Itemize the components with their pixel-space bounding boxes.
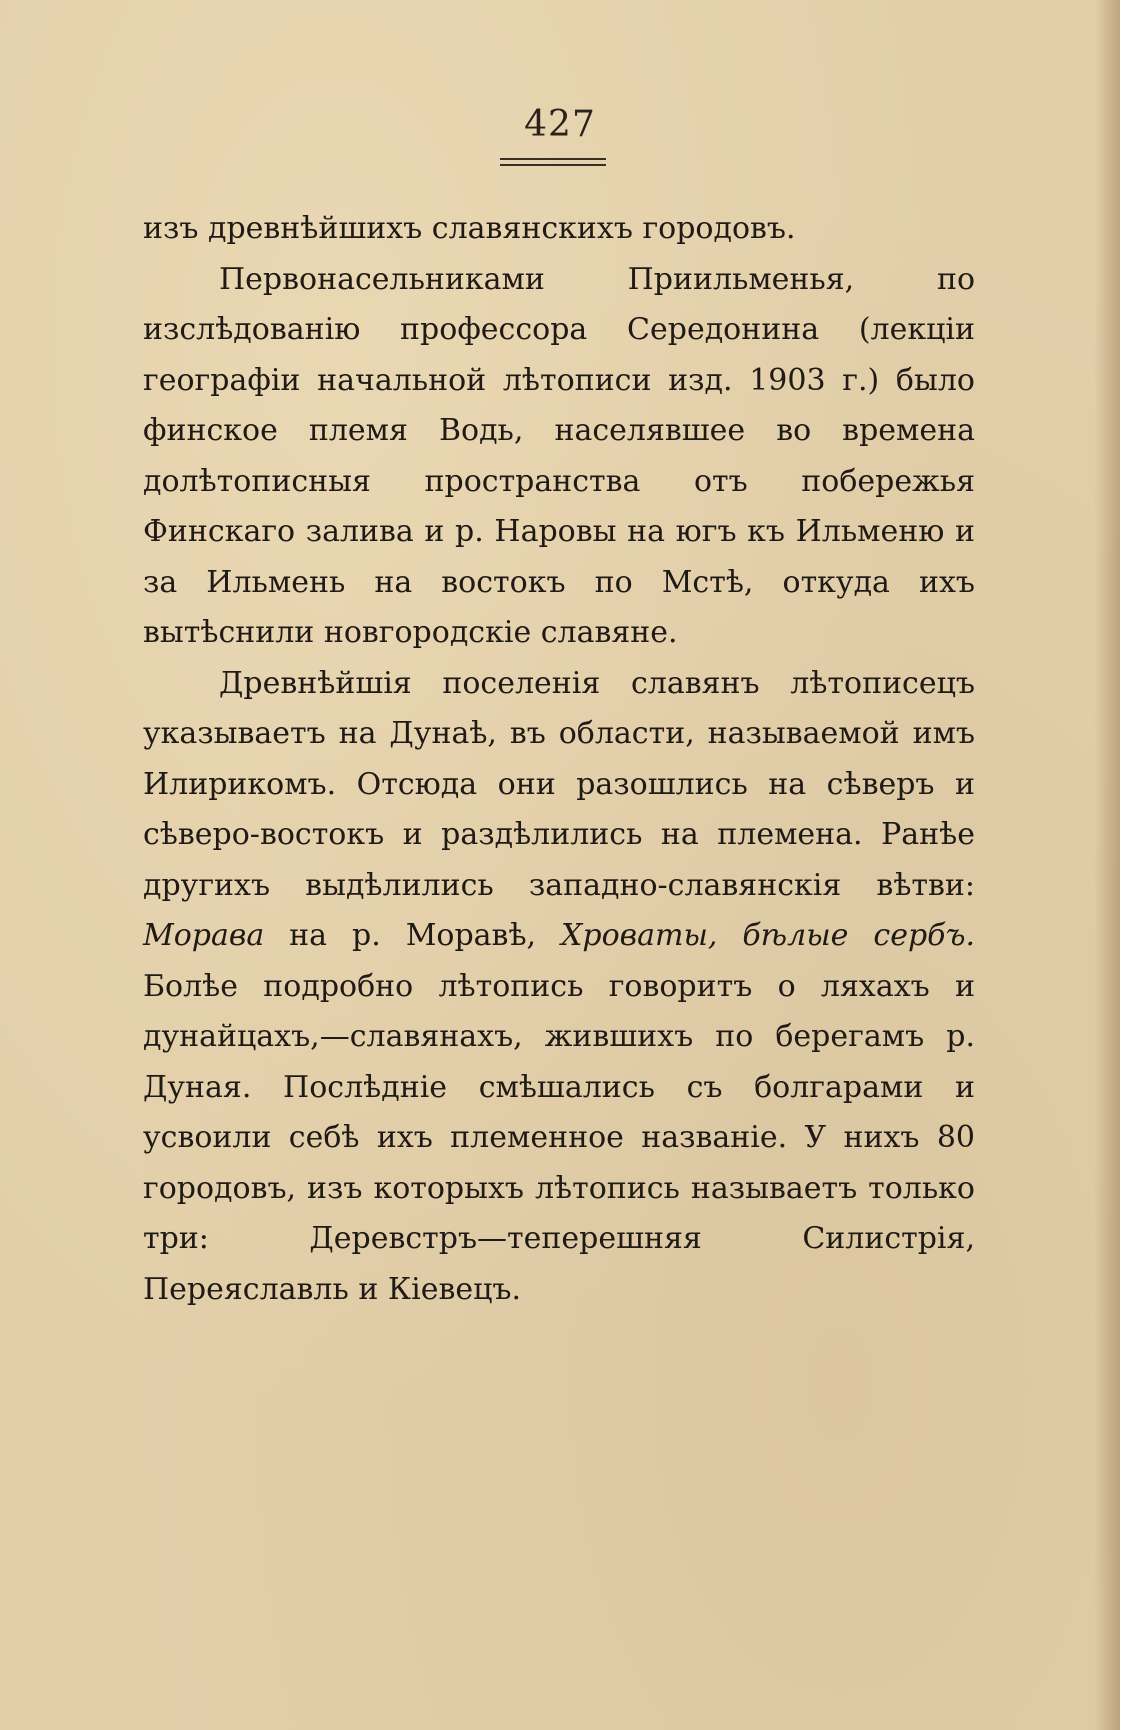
header-rule-top — [500, 158, 606, 160]
text-run: на р. Моравѣ, — [264, 918, 562, 953]
text-run: Древнѣйшія поселенія славянъ лѣтописецъ указываетъ на Дунаѣ, въ области, называемой имъ Илирикомъ. Отсюда они разошлись на сѣверъ и сѣверо-востокъ и раздѣлились на племена. Ранѣе другихъ выдѣлились западно-славянскія вѣтви: — [143, 665, 975, 903]
body-text — [143, 204, 975, 1315]
page-number: 427 — [524, 104, 596, 145]
text-run: Первонасельниками Приильменья, по изслѣдованію профессора Середонина (лекціи географіи начальной лѣтописи изд. 1903 г.) было финское племя Водь, населявшее во времена долѣтописныя пространства отъ побережья Финскаго залива и р. Наровы на югъ къ Ильменю и за Ильмень на востокъ по Мстѣ, откуда ихъ вытѣснили новгородскіе славяне. — [143, 261, 975, 650]
italic-tribe-name: Морава — [143, 918, 265, 953]
paragraph-ancient-settlements — [143, 659, 975, 1316]
text-run: Болѣе подробно лѣтопись говоритъ о ляхахъ и дунайцахъ,—славянахъ, жившихъ по берегамъ р. Дуная. Послѣдніе смѣшались съ болгарами и усвоили себѣ ихъ племенное названіе. У нихъ 80 городовъ, изъ которыхъ лѣтопись называетъ только три: Деревстръ—теперешняя Силистрія, Переяславль и Кіевецъ. — [143, 968, 975, 1307]
header-rule-bottom — [500, 164, 606, 166]
page-edge-shadow — [1094, 0, 1120, 1730]
paragraph-first-settlers — [143, 255, 975, 659]
paragraph-continuation — [143, 204, 975, 255]
text-run: изъ древнѣйшихъ славянскихъ городовъ. — [143, 211, 796, 246]
italic-tribe-name: Хроваты, бѣлые сербъ. — [561, 918, 975, 953]
